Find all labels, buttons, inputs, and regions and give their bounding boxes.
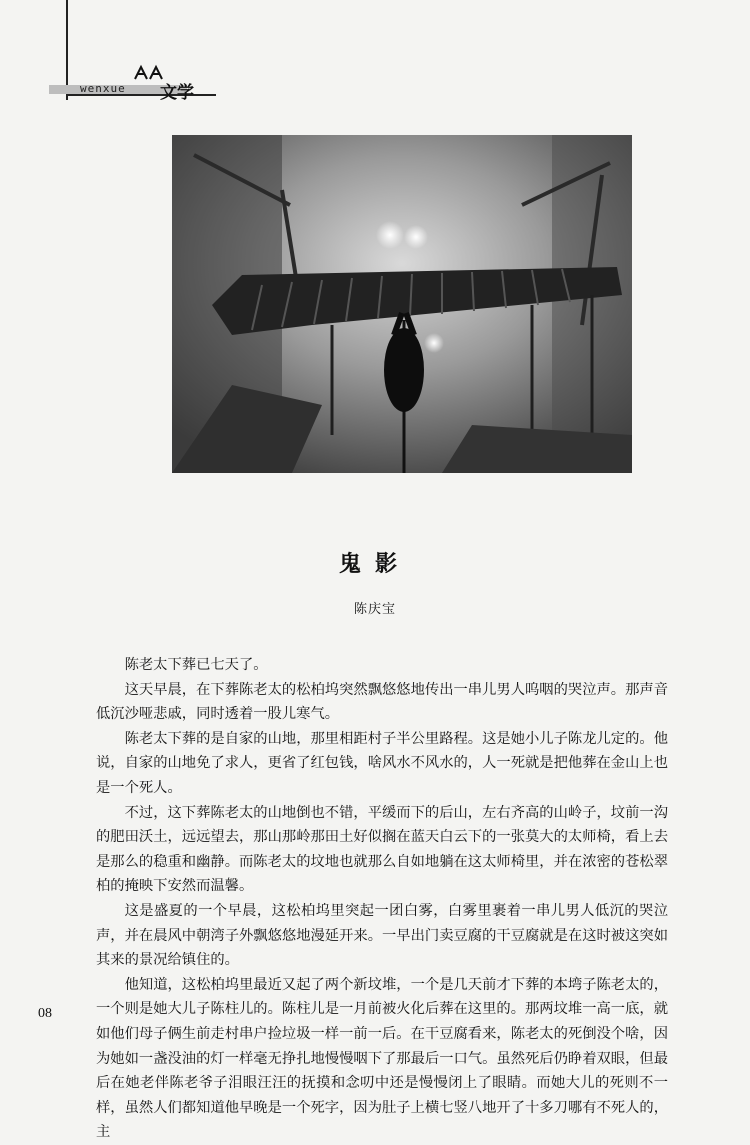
article-title: 鬼影 bbox=[338, 551, 411, 577]
paragraph: 他知道，这松柏坞里最近又起了两个新坟堆，一个是几天前才下葬的本塆子陈老太的，一个则是她大儿子陈柱儿的。陈柱儿是一月前被火化后葬在这里的。那两坟堆一高一底，就如他们母子俩生前走村串户捡垃圾一样一前一后。在干豆腐看来，陈老太的死倒没个啥，因为她如一盏没油的灯一样毫无挣扎地慢慢咽下了那最后一口气。虽然死后仍睁着双眼，但最后在她老伴陈老爷子泪眼汪汪的抚摸和念叨中还是慢慢闭上了眼睛。而她大儿的死则不一样，虽然人们都知道他早晚是一个死字，因为肚子上横七竖八地开了十多刀哪有不死人的，主 bbox=[96, 976, 668, 1141]
paragraph: 这是盛夏的一个早晨，这松柏坞里突起一团白雾，白雾里裹着一串儿男人低沉的哭泣声，并在晨风中朝湾子外飘悠悠地漫延开来。一早出门卖豆腐的干豆腐就是在这时被这突如其来的景况给镇住的。 bbox=[96, 902, 668, 969]
page-number: 08 bbox=[38, 1006, 52, 1021]
paragraph: 这天早晨，在下葬陈老太的松柏坞突然飘悠悠地传出一串儿男人呜咽的哭泣声。那声音低沉沙哑悲戚，同时透着一股儿寒气。 bbox=[96, 681, 668, 723]
paragraph: 陈老太下葬已七天了。 bbox=[124, 657, 268, 673]
article-body bbox=[96, 653, 668, 1145]
illustration-photo bbox=[172, 135, 632, 473]
article-author: 陈庆宝 bbox=[353, 602, 396, 617]
paragraph: 不过，这下葬陈老太的山地倒也不错，平缓而下的后山，左右齐高的山岭子，坟前一沟的肥田沃土，远远望去，那山那岭那田土好似搁在蓝天白云下的一张莫大的太师椅，看上去是那么的稳重和幽静。而陈老太的坟地也就那么自如地躺在这太师椅里，并在浓密的苍松翠柏的掩映下安然而温馨。 bbox=[96, 804, 668, 895]
section-label-cn: 文学 bbox=[160, 83, 194, 103]
paragraph: 陈老太下葬的是自家的山地，那里相距村子半公里路程。这是她小儿子陈龙儿定的。他说，自家的山地免了求人，更省了红包钱，啥风水不风水的，人一死就是把他葬在金山上也是一个死人。 bbox=[96, 730, 668, 796]
section-label-en: wenxue bbox=[80, 82, 126, 95]
